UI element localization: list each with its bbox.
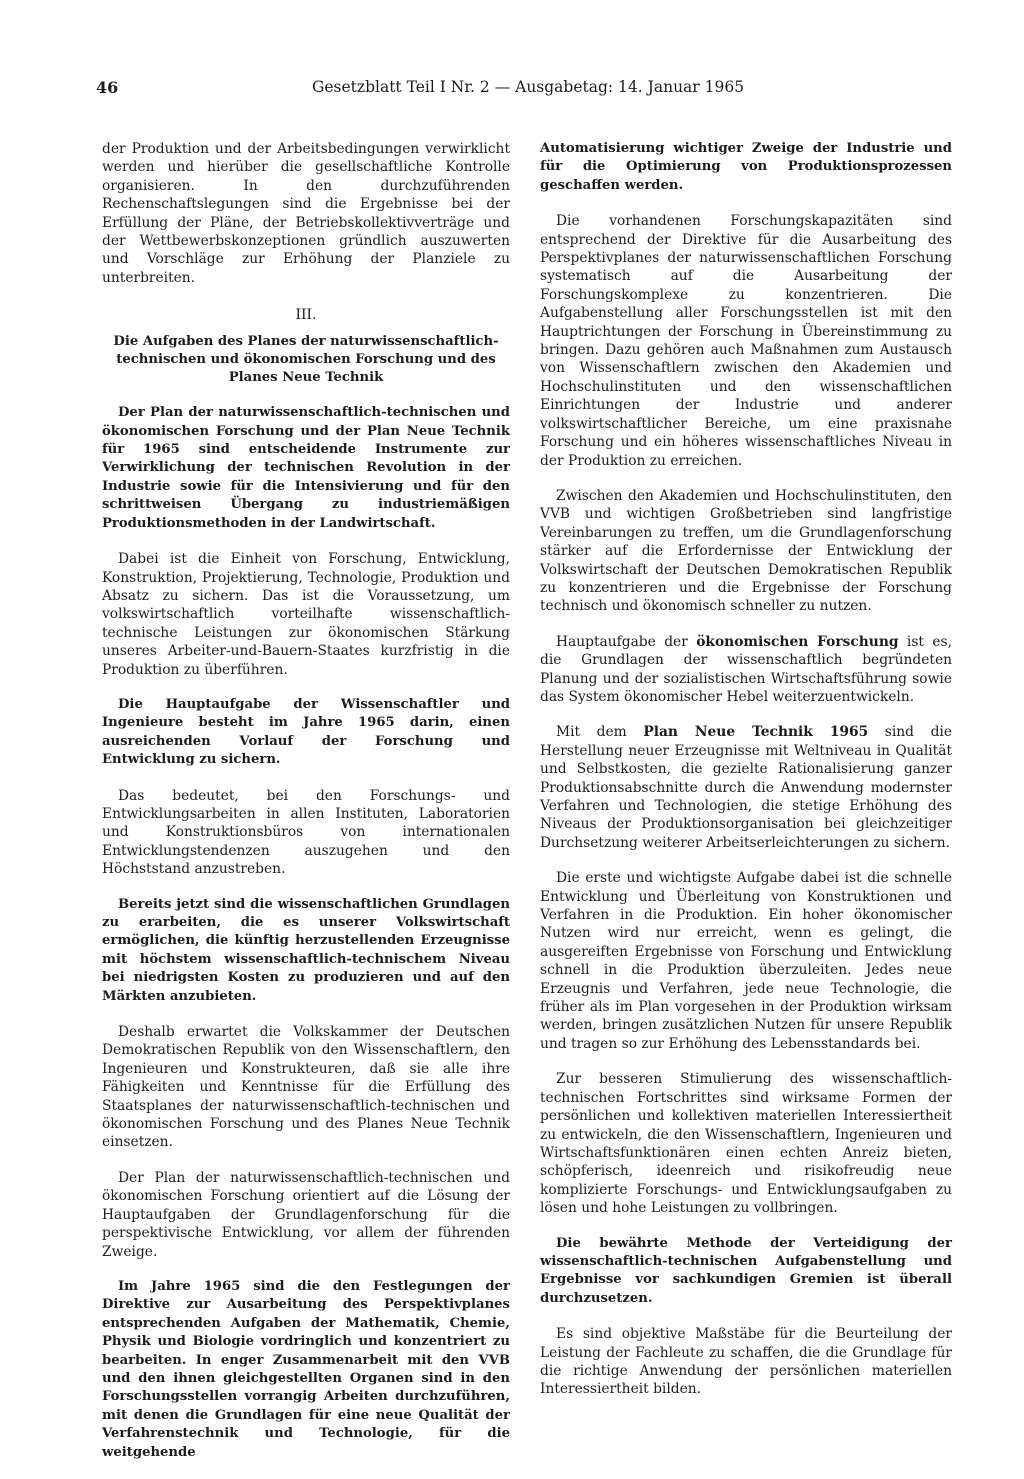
paragraph-bold: Die bewährte Methode der Verteidigung der wissenschaftlich-technischen Aufgabenstellung und Ergebnisse vor sachkundigen Gremien ist überall durchzusetzen. [540,1235,952,1306]
paragraph-bold: Die Hauptaufgabe der Wissenschaftler und Ingenieure besteht im Jahre 1965 darin, einen ausreichenden Vorlauf der Forschung und Entwicklung zu sichern. [102,696,510,768]
paragraph: Zur besseren Stimulierung des wissenschaftlich-technischen Fortschrittes sind wirksame Formen der persönlichen und kollektiven materiellen Interessiertheit zu entwickeln, die den Wissenschaftlern, Ingenieuren und Wirtschaftsfunktionären einen echten Anreiz bieten, schöpferisch, ideenreich und risikofreudig neue komplizierte Forschungs- und Entwicklungsaufgaben zu lösen und hohe Leistungen zu vollbringen. [540,1071,952,1217]
section-title: Die Aufgaben des Planes der naturwissenschaftlich-technischen und ökonomischen Forschung und des Planes Neue Technik [113,334,499,386]
section-number: III. [295,307,317,324]
paragraph: Die erste und wichtigste Aufgabe dabei ist die schnelle Entwicklung und Überleitung von Konstruktionen und Verfahren in die Produktion. Ein hoher ökonomischer Nutzen wird nur erreicht, wenn es gelingt, die ausgereiften Ergebnisse von Forschung und Entwicklung schnell in die Produktion überzuleiten. Jedes neue Erzeugnis und Verfahren, jede neue Technologie, die früher als im Plan vorgesehen in der Produktion wirksam werden, bringen zusätzlichen Nutzen für unsere Republik und tragen so zur Erhöhung des Lebensstandards bei. [540,870,952,1052]
paragraph: Das bedeutet, bei den Forschungs- und Entwicklungsarbeiten in allen Instituten, Laboratorien und Konstruktionsbüros von internationalen Entwicklungstendenzen auszugehen und den Höchststand anzustreben. [102,787,510,878]
paragraph-bold: Bereits jetzt sind die wissenschaftlichen Grundlagen zu erarbeiten, die es unserer Volkswirtschaft ermöglichen, die künftig herzustellenden Erzeugnisse mit höchstem wissenschaftlich-technischem Niveau bei niedrigsten Kosten zu produzieren und auf den Märkten anzubieten. [102,896,510,1004]
right-column [540,140,952,1416]
paragraph: Der Plan der naturwissenschaftlich-technischen und ökonomischen Forschung orientiert auf die Lösung der Hauptaufgaben der Grundlagenforschung für die perspektivische Entwicklung, vor allem der führenden Zweige. [102,1169,510,1260]
paragraph: Dabei ist die Einheit von Forschung, Entwicklung, Konstruktion, Projektierung, Technologie, Produktion und Absatz zu sichern. Das ist die Voraussetzung, um volkswirtschaftlich vorteilhafte wissenschaftlich-technische Leistungen zur ökonomischen Stärkung unseres Arbeiter-und-Bauern-Staates kurzfristig in die Produktion zu überführen. [102,551,510,678]
paragraph-bold: Automatisierung wichtiger Zweige der Industrie und für die Optimierung von Produktionsprozessen geschaffen werden. [540,141,952,193]
paragraph-mixed [540,723,952,852]
text-run: Mit dem [556,724,644,741]
paragraph-mixed [540,633,952,707]
text-run: Hauptaufgabe der [556,633,697,650]
paragraph: Die vorhandenen Forschungskapazitäten sind entsprechend der Direktive für die Ausarbeitung des Perspektivplanes der naturwissenschaftlichen Forschung systematisch auf die Ausarbeitung der Forschungskomplexe zu konzentrieren. Die Aufgabenstellung aller Forschungsstellen ist mit den Hauptrichtungen der Forschung in Übereinstimmung zu bringen. Dazu gehören auch Maßnahmen zum Austausch von Wissenschaftlern zwischen den Akademien und Hochschulinstituten und den wissenschaftlichen Einrichtungen der Industrie und anderer volkswirtschaftlicher Bereiche, um eine praxisnahe Forschung und ein höheres wissenschaftliches Niveau in der Produktion zu erreichen. [540,213,952,469]
paragraph: der Produktion und der Arbeitsbedingungen verwirklicht werden und hierüber die gesellschaftliche Kontrolle organisieren. In den durchzuführenden Rechenschaftslegungen sind die Ergebnisse bei der Erfüllung der Pläne, der Betriebskollektivverträge und der Wettbewerbskonzeptionen gründlich auszuwerten und Vorschläge zur Erhöhung der Planziele zu unterbreiten. [102,141,510,286]
page-header [96,70,956,110]
left-column [102,140,510,1479]
emphasis: ökonomischen Forschung [696,633,899,650]
paragraph: Deshalb erwartet die Volkskammer der Deutschen Demokratischen Republik von den Wissenschaftlern, den Ingenieuren und Konstrukteuren, daß sie alle ihre Fähigkeiten und Kenntnisse für die Erfüllung des Staatsplanes der naturwissenschaftlich-technischen und ökonomischen Forschung und des Planes Neue Technik einsetzen. [102,1024,510,1151]
paragraph-bold: Im Jahre 1965 sind die den Festlegungen der Direktive zur Ausarbeitung des Perspektivplanes entsprechenden Aufgaben der Mathematik, Chemie, Physik und Biologie vordringlich und konzentriert zu bearbeiten. In enger Zusammenarbeit mit den VVB und den ihnen gleichgestellten Organen sind in den Forschungsstellen vorrangig Arbeiten durchzuführen, mit denen die Grundlagen für eine neue Qualität der Verfahrenstechnik und Technologie, für die weitgehende [102,1278,510,1460]
emphasis: Plan Neue Technik 1965 [643,724,869,741]
paragraph-bold: Der Plan der naturwissenschaftlich-technischen und ökonomischen Forschung und der Plan Neue Technik für 1965 sind entscheidende Instrumente zur Verwirklichung der technischen Revolution in der Industrie sowie für die Intensivierung und für den schrittweisen Übergang zu industriemäßigen Produktionsmethoden in der Landwirtschaft. [102,405,510,531]
running-head: Gesetzblatt Teil I Nr. 2 — Ausgabetag: 14. Januar 1965 [312,78,745,96]
paragraph: Zwischen den Akademien und Hochschulinstituten, den VVB und wichtigen Großbetrieben sind langfristige Vereinbarungen zu treffen, um die Grundlagenforschung stärker auf die Erfordernisse der Entwicklung der Volkswirtschaft der Deutschen Demokratischen Republik zu konzentrieren und die Ergebnisse der Forschung technisch und ökonomisch schneller zu nutzen. [540,487,952,615]
paragraph: Es sind objektive Maßstäbe für die Beurteilung der Leistung der Fachleute zu schaffen, die die Grundlage für die richtige Anwendung der persönlichen materiellen Interessiertheit bilden. [540,1326,952,1398]
page-number: 46 [96,78,119,97]
text-run: sind die Herstellung neuer Erzeugnisse mit Weltniveau in Qualität und Selbstkosten, die gezielte Rationalisierung ganzer Produktionsabschnitte durch die Anwendung modernster Verfahren und Technologien, die stetige Erhöhung des Niveaus der Produktionsorganisation bei gleichzeitiger Durchsetzung weiterer Arbeitserleichterungen zu sichern. [540,724,952,851]
text-run: ist es, die Grundlagen der wissenschaftlich begründeten Planung und der sozialistischen Wirtschaftsführung sowie das System ökonomischer Hebel weiterzuentwickeln. [540,633,952,705]
